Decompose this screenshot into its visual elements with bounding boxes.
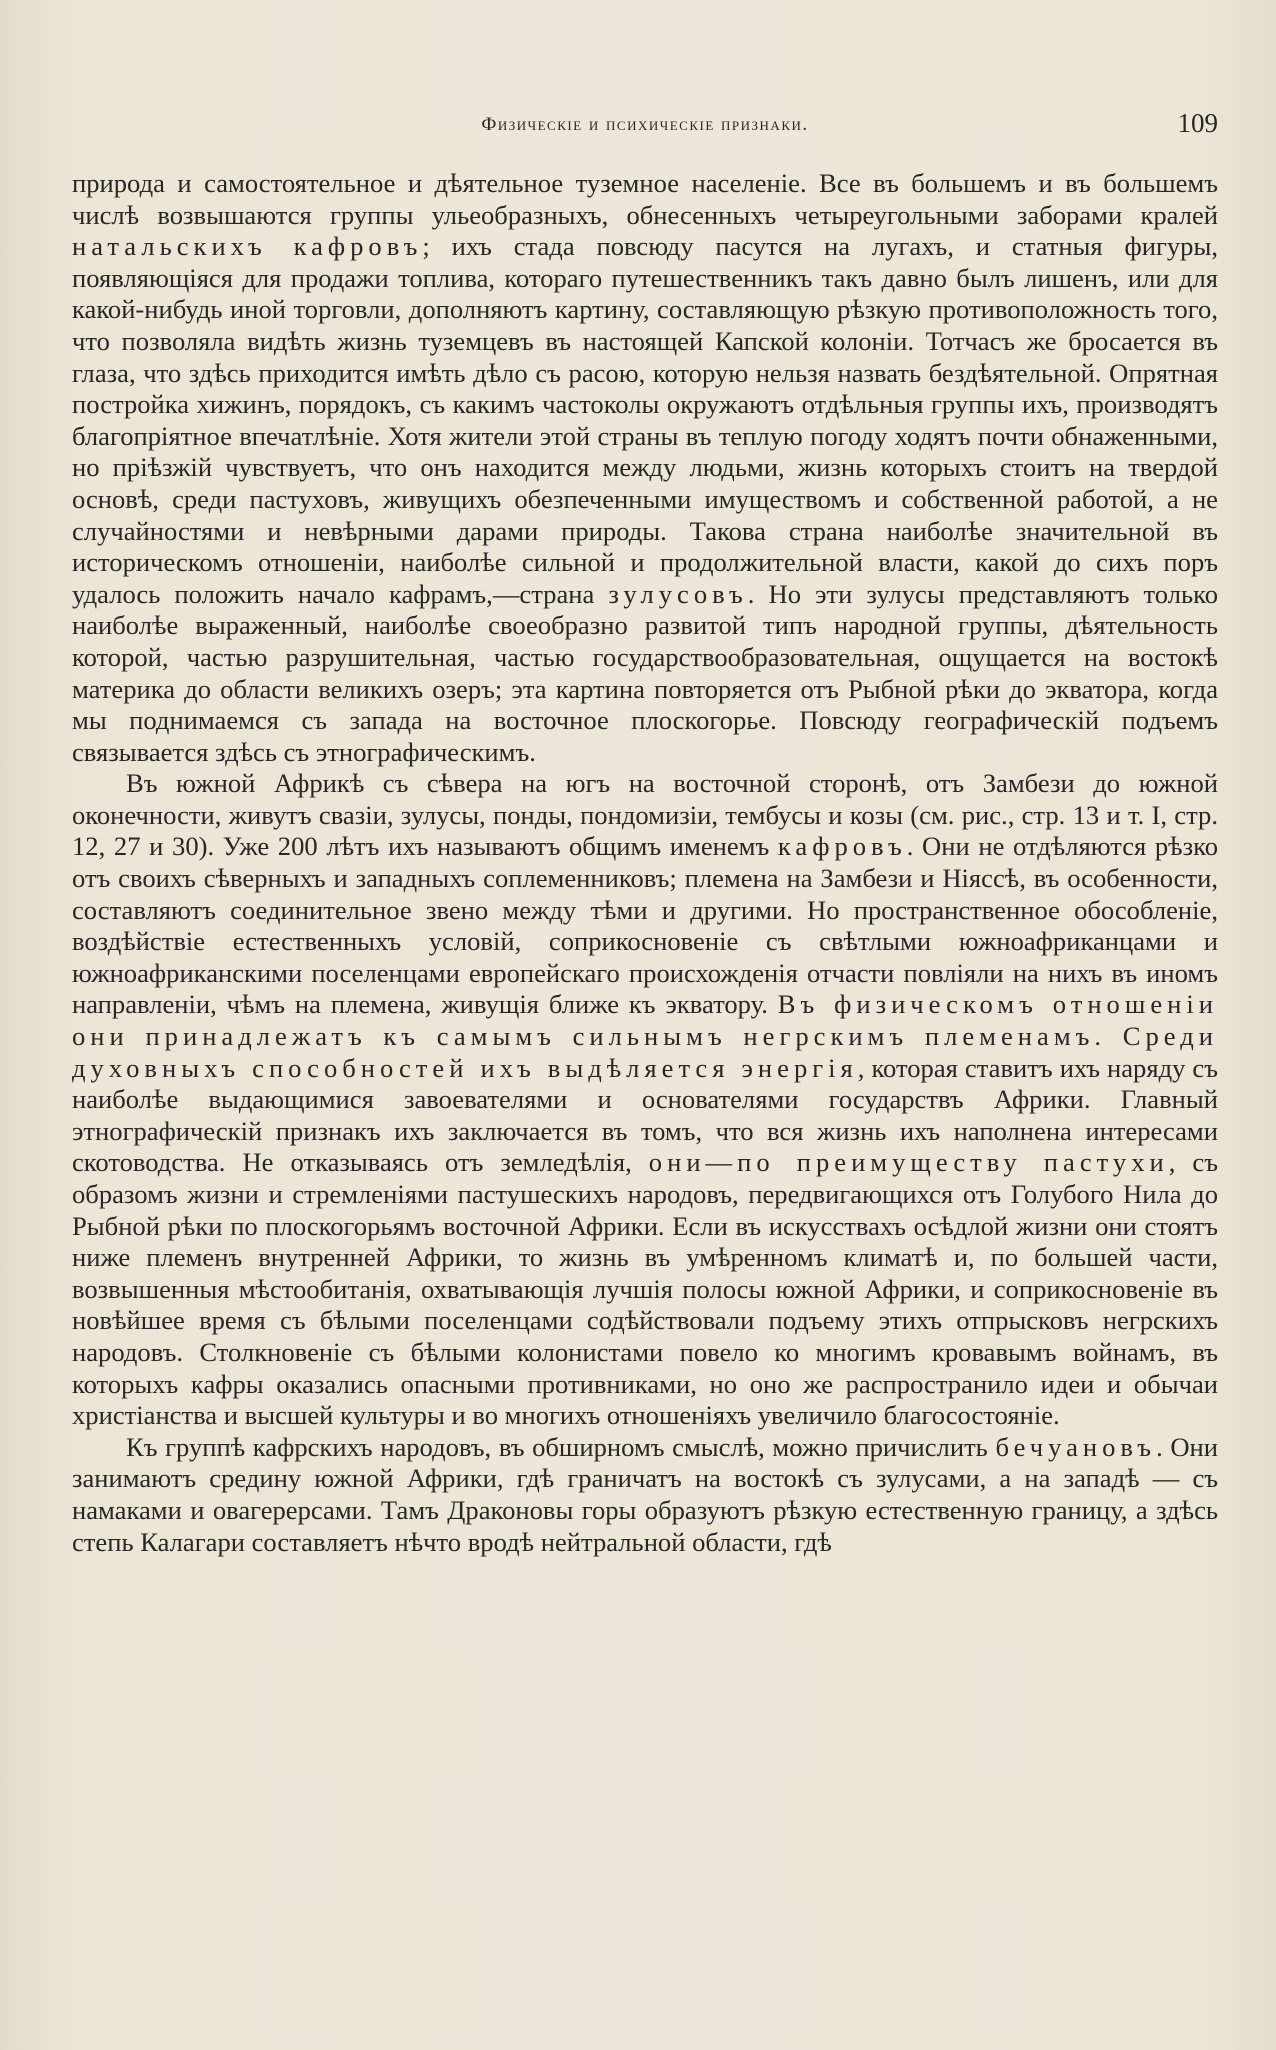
paragraph-2 <box>72 768 1218 1431</box>
page-number: 109 <box>1177 108 1218 138</box>
paragraph-2-spaced-1: кафровъ <box>777 831 907 862</box>
paragraph-2-part-2: . Они не отдѣляются рѣзко отъ своихъ сѣверныхъ и западныхъ соплеменниковъ; племена на Замбези и Ніяссѣ, въ особенности, составляютъ соединительное звено между тѣми и другими. Но пространственное обособленіе, воздѣйствіе естественныхъ условій, соприкосновеніе съ свѣтлыми южноафриканцами и южноафриканскими поселенцами европейскаго происхожденія отчасти повліяли на нихъ въ иномъ направленіи, чѣмъ на племена, живущія ближе къ экватору. <box>72 831 1218 1020</box>
paragraph-1-part-1: природа и самостоятельное и дѣятельное туземное населеніе. Все въ большемъ и въ большемъ числѣ возвышаются группы ульеобразныхъ, обнесенныхъ четыреугольными заборами кралей <box>72 168 1218 230</box>
paragraph-3 <box>72 1432 1218 1558</box>
paragraph-1 <box>72 168 1218 768</box>
paragraph-3-part-1: Къ группѣ кафрскихъ народовъ, въ обширномъ смыслѣ, можно причислить <box>126 1431 996 1462</box>
paragraph-2-spaced-3: они—по преимуществу пастухи <box>648 1147 1169 1178</box>
paragraph-2-part-1: Въ южной Африкѣ съ сѣвера на югъ на восточной сторонѣ, отъ Замбези до южной оконечности, живутъ свазіи, зулусы, понды, пондомизіи, тембусы и козы (см. рис., стр. 13 и т. I, стр. 12, 27 и 30). Уже 200 лѣтъ ихъ называютъ общимъ именемъ <box>72 768 1218 862</box>
paragraph-1-part-3: . Но эти зулусы представляютъ только наиболѣе выраженный, наиболѣе своеобразно развитой типъ народной группы, дѣятельность которой, частью разрушительная, частью государствообразовательная, ощущается на востокѣ материка до области великихъ озеръ; эта картина повторяется отъ Рыбной рѣки до экватора, когда мы поднимаемся съ запада на восточное плоскогорье. Повсюду географическій подъемъ связывается здѣсь съ этнографическимъ. <box>72 578 1219 767</box>
paragraph-1-part-2: ; ихъ стада повсюду пасутся на лугахъ, и статныя фигуры, появляющіяся для продажи топлива, котораго путешественникъ такъ давно былъ лишенъ, или для какой-нибудь иной торговли, дополняютъ картину, составляющую рѣзкую противоположность того, что позволяла видѣть жизнь туземцевъ въ настоящей Капской колоніи. Тотчасъ же бросается въ глаза, что здѣсь приходится имѣть дѣло съ расою, которую нельзя назвать бездѣятельной. Опрятная постройка хижинъ, порядокъ, съ какимъ частоколы окружаютъ отдѣльныя группы ихъ, производятъ благопріятное впечатлѣніе. Хотя жители этой страны въ теплую погоду ходятъ почти обнаженными, но пріѣзжій чувствуетъ, что онъ находится между людьми, жизнь которыхъ стоитъ на твердой основѣ, среди пастуховъ, живущихъ обезпеченными имуществомъ и собственной работой, а не случайностями и невѣрными дарами природы. Такова страна наиболѣе значительной въ историческомъ отношеніи, наиболѣе сильной и продолжительной власти, какой до сихъ поръ удалось положить начало кафрамъ,—страна <box>72 231 1218 609</box>
paragraph-2-spaced-2: Въ физическомъ отношеніи они принадлежатъ къ самымъ сильнымъ негрскимъ племенамъ. Среди духовныхъ способностей ихъ выдѣляется энергія <box>72 989 1218 1083</box>
body-text <box>72 168 1218 1558</box>
paragraph-2-part-3: , которая ставитъ ихъ наряду съ наиболѣе выдающимися завоевателями и основателями государствъ Африки. Главный этнографическій признакъ ихъ заключается въ томъ, что вся жизнь ихъ наполнена интересами скотоводства. Не отказываясь отъ земледѣлія, <box>72 1052 1218 1178</box>
paragraph-2-part-4: , съ образомъ жизни и стремленіями пастушескихъ народовъ, передвигающихся отъ Голубого Нила до Рыбной рѣки по плоскогорьямъ восточной Африки. Если въ искусствахъ осѣдлой жизни они стоятъ ниже племенъ внутренней Африки, то жизнь въ умѣренномъ климатѣ и, по большей части, возвышенныя мѣстообитанія, охватывающія лучшія полосы южной Африки, и соприкосновеніе въ новѣйшее время съ бѣлыми поселенцами содѣйствовали подъему этихъ отпрысковъ негрскихъ народовъ. Столкновеніе съ бѣлыми колонистами повело ко многимъ кровавымъ войнамъ, въ которыхъ кафры оказались опасными противниками, но оно же распространило идеи и обычаи христіанства и высшей культуры и во многихъ отношеніяхъ увеличило благосостояніе. <box>72 1147 1218 1431</box>
paragraph-3-part-2: . Они занимаютъ средину южной Африки, гдѣ граничатъ на востокѣ съ зулусами, а на западѣ — съ намаками и овагерерсами. Тамъ Драконовы горы образуютъ рѣзкую естественную границу, а здѣсь степь Калагари составляетъ нѣчто вродѣ нейтральной области, гдѣ <box>72 1431 1218 1557</box>
paragraph-1-spaced-2: зулусовъ <box>608 578 748 609</box>
running-title: Физическіе и психическіе признаки. <box>481 114 809 135</box>
running-head <box>72 108 1218 148</box>
paragraph-1-spaced-1: натальскихъ кафровъ <box>72 231 423 262</box>
paragraph-3-spaced-1: бечуановъ <box>995 1431 1157 1462</box>
